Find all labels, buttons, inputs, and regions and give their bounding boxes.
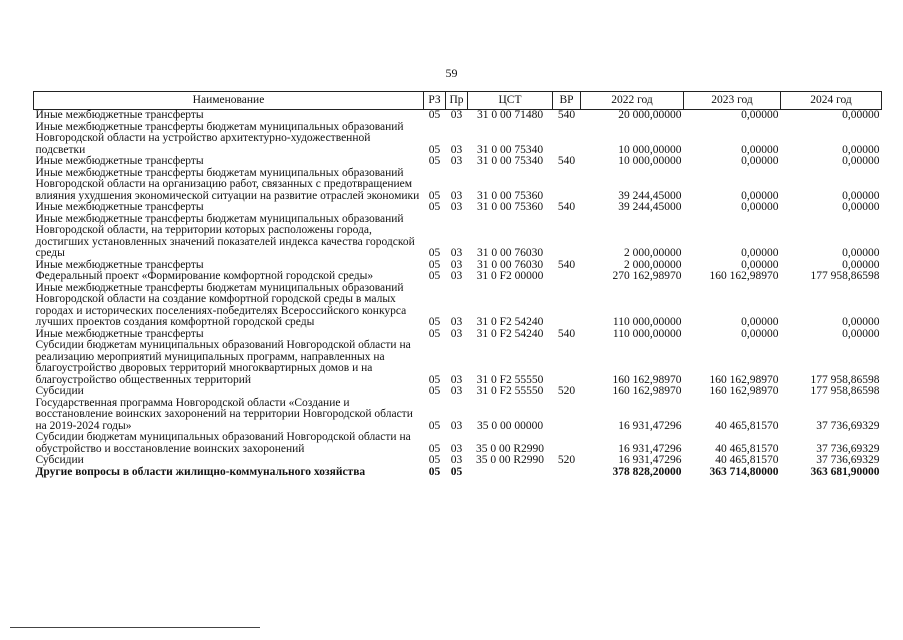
cell-vr: [553, 340, 581, 386]
cell-pr: 05: [450, 465, 463, 478]
cell-rz: 05: [428, 270, 441, 282]
cell-pr: 03: [450, 316, 463, 328]
cell-y2022: 10 000,00000: [618, 143, 682, 156]
cell-rz: 05: [428, 373, 441, 386]
cell-y2023: 40 465,81570: [715, 454, 779, 466]
cell-y2024: 0,00000: [842, 109, 880, 121]
cell-y2022: 2 000,00000: [624, 258, 682, 271]
cell-y2024: 37 736,69329: [816, 419, 880, 432]
cell-name: Иные межбюджетные трансферты бюджетам муниципальных образований Новгородской области на устройство архитектурно-художественной подсветки: [35, 120, 404, 156]
cell-name: Иные межбюджетные трансферты бюджетам муниципальных образований Новгородской области на организацию работ, связанных с предотвращением влияния ухудшения экономической ситуации на развитие отраслей экономики: [35, 166, 420, 202]
cell-y2024: 177 958,86598: [810, 270, 880, 282]
cell-cst: 31 0 00 75360: [476, 189, 544, 202]
cell-y2023: 0,00000: [741, 143, 779, 156]
cell-y2023: 160 162,98970: [709, 385, 779, 397]
cell-rz: 05: [428, 327, 441, 340]
cell-y2022: 270 162,98970: [612, 270, 682, 282]
table-header-row: [34, 92, 882, 110]
cell-y2023: 0,00000: [741, 258, 779, 271]
cell-vr: 520: [557, 385, 576, 397]
table-row: [34, 398, 882, 433]
cell-y2022: 2 000,00000: [624, 247, 682, 259]
header-pr: Пр: [446, 92, 468, 110]
cell-name: Иные межбюджетные трансферты: [35, 327, 204, 340]
cell-rz: 05: [428, 465, 441, 478]
table-row: [34, 340, 882, 386]
cell-cst: 31 0 00 71480: [476, 109, 544, 121]
cell-rz: 05: [428, 419, 441, 432]
cell-y2023: 0,00000: [741, 109, 779, 121]
cell-y2024: 0,00000: [842, 201, 880, 213]
cell-y2024: 0,00000: [842, 327, 880, 340]
cell-vr: [553, 432, 581, 455]
cell-pr: 03: [450, 442, 463, 455]
table-row: [34, 386, 882, 398]
header-2023: 2023 год: [684, 92, 781, 110]
cell-y2024: 37 736,69329: [816, 442, 880, 455]
cell-vr: 540: [557, 201, 576, 213]
cell-rz: 05: [428, 316, 441, 328]
cell-y2022: 16 931,47296: [618, 442, 682, 455]
table-row: [34, 214, 882, 260]
table-body: [34, 110, 882, 479]
cell-y2023: 160 162,98970: [709, 373, 779, 386]
cell-pr: 03: [450, 385, 463, 397]
cell-vr: [553, 467, 581, 479]
cell-vr: 540: [557, 109, 576, 121]
table-row: [34, 455, 882, 467]
cell-cst: 35 0 00 R2990: [475, 442, 545, 455]
cell-cst: 31 0 F2 55550: [476, 373, 544, 386]
cell-rz: 05: [428, 442, 441, 455]
cell-name: Субсидии бюджетам муниципальных образований Новгородской области на обустройство и восстановление воинских захоронений: [35, 431, 411, 455]
cell-y2022: 20 000,00000: [618, 109, 682, 121]
cell-y2022: 39 244,45000: [618, 189, 682, 202]
cell-y2022: 10 000,00000: [618, 155, 682, 167]
cell-y2023: 0,00000: [741, 189, 779, 202]
cell-y2024: 0,00000: [842, 258, 880, 271]
cell-vr: 520: [557, 454, 576, 466]
cell-y2024: 0,00000: [842, 155, 880, 167]
cell-cst: 31 0 00 75340: [476, 155, 544, 167]
footer-divider: [10, 627, 260, 628]
cell-cst: 31 0 F2 55550: [476, 385, 544, 397]
cell-y2024: 37 736,69329: [816, 454, 880, 466]
cell-vr: [553, 271, 581, 283]
budget-table: [33, 91, 882, 478]
table-row: [34, 202, 882, 214]
cell-vr: [553, 122, 581, 157]
table-row: [34, 110, 882, 122]
table-row: [34, 122, 882, 157]
cell-vr: 540: [557, 155, 576, 167]
cell-rz: 05: [428, 189, 441, 202]
cell-rz: 05: [428, 109, 441, 121]
cell-cst: 31 0 00 75360: [476, 201, 544, 213]
cell-vr: [553, 398, 581, 433]
cell-pr: 03: [450, 258, 463, 271]
cell-cst: 35 0 00 00000: [476, 419, 544, 432]
cell-pr: 03: [450, 155, 463, 167]
cell-y2023: 160 162,98970: [709, 270, 779, 282]
cell-rz: 05: [428, 201, 441, 213]
cell-name: Субсидии: [35, 385, 84, 397]
cell-y2023: 363 714,80000: [709, 465, 779, 478]
cell-rz: 05: [428, 143, 441, 156]
table-row: [34, 432, 882, 455]
cell-y2023: 40 465,81570: [715, 419, 779, 432]
cell-y2022: 39 244,45000: [618, 201, 682, 213]
cell-cst: 31 0 F2 54240: [476, 316, 544, 328]
cell-rz: 05: [428, 247, 441, 259]
header-name: Наименование: [34, 92, 424, 110]
header-rz: РЗ: [424, 92, 446, 110]
cell-y2023: 0,00000: [741, 201, 779, 213]
cell-y2023: 0,00000: [741, 247, 779, 259]
cell-pr: 03: [450, 270, 463, 282]
cell-pr: 03: [450, 109, 463, 121]
cell-cst: 35 0 00 R2990: [475, 454, 545, 466]
cell-vr: 540: [557, 258, 576, 271]
cell-name: Федеральный проект «Формирование комфортной городской среды»: [35, 270, 374, 282]
cell-name: Другие вопросы в области жилищно-коммунального хозяйства: [35, 465, 366, 478]
cell-y2022: 16 931,47296: [618, 454, 682, 466]
cell-y2022: 378 828,20000: [612, 465, 682, 478]
cell-cst: 31 0 F2 54240: [476, 327, 544, 340]
cell-y2024: 0,00000: [842, 189, 880, 202]
cell-pr: 03: [450, 419, 463, 432]
page-number: 59: [445, 66, 458, 80]
cell-y2024: 0,00000: [842, 316, 880, 328]
cell-name: Иные межбюджетные трансферты: [35, 155, 204, 167]
cell-cst: 31 0 00 76030: [476, 247, 544, 259]
header-2022: 2022 год: [581, 92, 684, 110]
cell-pr: 03: [450, 201, 463, 213]
header-2024: 2024 год: [781, 92, 882, 110]
cell-cst: 31 0 F2 00000: [476, 270, 544, 282]
cell-cst: 31 0 00 76030: [476, 258, 544, 271]
cell-pr: 03: [450, 189, 463, 202]
cell-rz: 05: [428, 155, 441, 167]
cell-name: Иные межбюджетные трансферты: [35, 258, 204, 271]
cell-name: Субсидии: [35, 454, 84, 466]
cell-vr: [553, 283, 581, 329]
cell-y2024: 0,00000: [842, 143, 880, 156]
cell-y2024: 177 958,86598: [810, 373, 880, 386]
cell-vr: [553, 214, 581, 260]
cell-y2024: 0,00000: [842, 247, 880, 259]
cell-vr: 540: [557, 327, 576, 340]
cell-y2022: 110 000,00000: [612, 316, 682, 328]
cell-y2024: 177 958,86598: [810, 385, 880, 397]
cell-cst: [468, 467, 553, 479]
cell-y2023: 0,00000: [741, 155, 779, 167]
cell-name: Субсидии бюджетам муниципальных образований Новгородской области на реализацию мероприятий муниципальных программ, направленных на благоустройство дворовых территорий многоквартирных домов и на благоустройство общественных территорий: [35, 339, 411, 386]
cell-y2023: 0,00000: [741, 316, 779, 328]
cell-pr: 03: [450, 454, 463, 466]
table-row: [34, 271, 882, 283]
cell-name: Иные межбюджетные трансферты бюджетам муниципальных образований Новгородской области на создание комфортной городской среды в малых городах и исторических поселениях-победителях Всероссийского конкурса лучших проектов создания комфортной городской среды: [35, 281, 407, 328]
cell-y2022: 160 162,98970: [612, 373, 682, 386]
table-row: [34, 168, 882, 203]
cell-name: Иные межбюджетные трансферты: [35, 109, 204, 121]
cell-rz: 05: [428, 454, 441, 466]
cell-y2022: 110 000,00000: [612, 327, 682, 340]
cell-pr: 03: [450, 373, 463, 386]
cell-name: Иные межбюджетные трансферты бюджетам муниципальных образований Новгородской области, на территории которых расположены города, достигших установленных значений показателей индекса качества городской среды: [35, 212, 415, 259]
cell-y2023: 0,00000: [741, 327, 779, 340]
table-row: [34, 283, 882, 329]
cell-name: Государственная программа Новгородской области «Создание и восстановление воинских захоронений на территории Новгородской области на 2019-2024 годы»: [35, 396, 413, 432]
cell-y2022: 16 931,47296: [618, 419, 682, 432]
cell-vr: [553, 168, 581, 203]
header-vr: ВР: [553, 92, 581, 110]
cell-pr: 03: [450, 143, 463, 156]
cell-y2024: 363 681,90000: [810, 465, 880, 478]
cell-pr: 03: [450, 247, 463, 259]
header-cst: ЦСТ: [468, 92, 553, 110]
cell-pr: 03: [450, 327, 463, 340]
cell-cst: 31 0 00 75340: [476, 143, 544, 156]
table-row: [34, 156, 882, 168]
cell-rz: 05: [428, 258, 441, 271]
cell-rz: 05: [428, 385, 441, 397]
cell-y2022: 160 162,98970: [612, 385, 682, 397]
table-row: [34, 467, 882, 479]
cell-y2023: 40 465,81570: [715, 442, 779, 455]
cell-name: Иные межбюджетные трансферты: [35, 201, 204, 213]
